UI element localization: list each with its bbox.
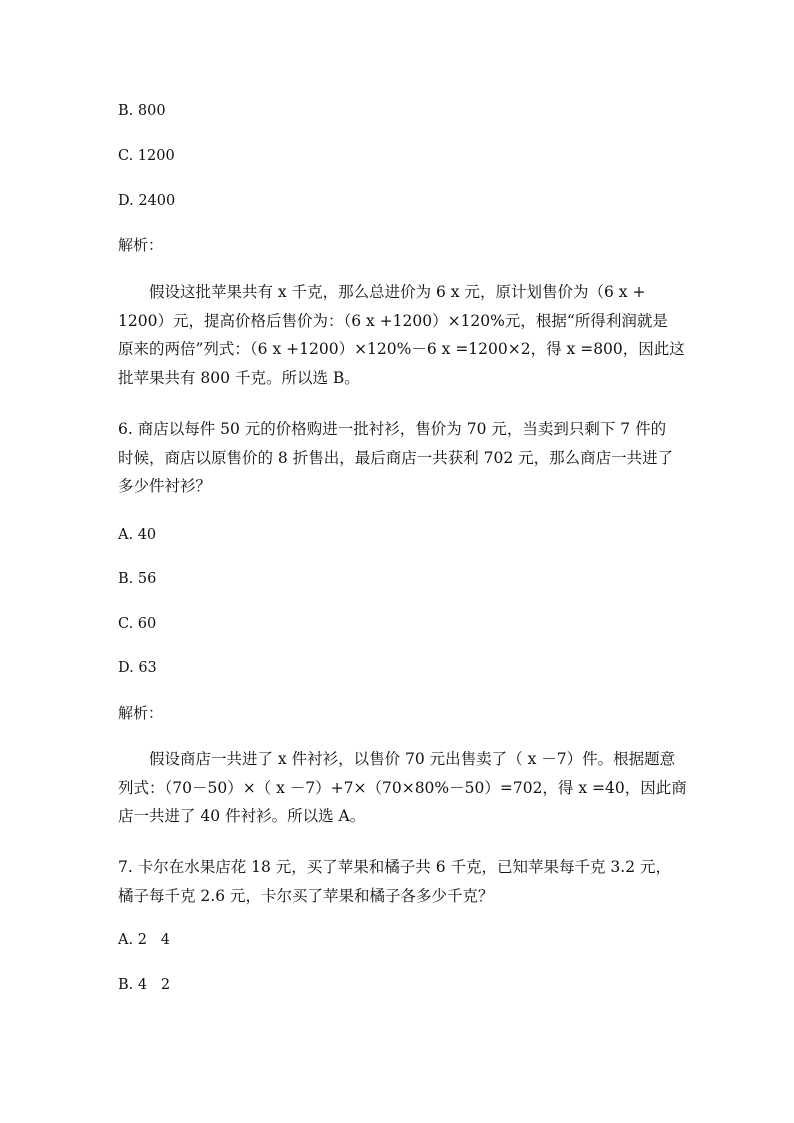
q6-analysis-label: 解析： [118, 704, 164, 722]
q6-option-d: D. 63 [118, 660, 157, 676]
q6-option-b: B. 56 [118, 571, 157, 587]
q5-analysis [118, 278, 685, 392]
q5-analysis-line: 假设这批苹果共有 x 千克，那么总进价为 6 x 元，原计划售价为（6 x + [149, 283, 646, 301]
q7-option-a: A. 2 4 [118, 932, 170, 948]
q7-option-b: B. 4 2 [118, 977, 171, 993]
q6-question-line: 多少件衬衫？ [118, 477, 212, 495]
q6-analysis-line: 列式：（70－50）×（ x －7）+7×（70×80%－50）=702，得 x =40，因此商 [118, 778, 687, 797]
q6-question-line: 时候，商店以原售价的 8 折售出，最后商店一共获利 702 元，那么商店一共进了 [118, 448, 674, 467]
q7-question [118, 853, 678, 910]
q6-option-c: C. 60 [118, 616, 157, 632]
q6-analysis-line: 店一共进了 40 件衬衫。所以选 A。 [118, 807, 366, 825]
q5-analysis-line: 1200）元，提高价格后售价为：（6 x +1200）×120%元，根据“所得利润就是 [118, 311, 668, 330]
q5-analysis-line: 批苹果共有 800 千克。所以选 B。 [118, 368, 360, 387]
q5-option-d: D. 2400 [118, 193, 176, 209]
q6-question [118, 415, 678, 501]
q7-question-line: 橘子每千克 2.6 元，卡尔买了苹果和橘子各多少千克？ [118, 886, 494, 905]
q5-analysis-label: 解析： [118, 236, 164, 254]
q6-analysis [118, 745, 687, 831]
q5-option-c: C. 1200 [118, 148, 175, 164]
q7-question-line: 7. 卡尔在水果店花 18 元，买了苹果和橘子共 6 千克，已知苹果每千克 3.2 元， [118, 858, 672, 876]
q6-option-a: A. 40 [118, 527, 157, 543]
q5-option-b: B. 800 [118, 103, 166, 119]
q6-question-line: 6. 商店以每件 50 元的价格购进一批衬衫，售价为 70 元，当卖到只剩下 7 件的 [118, 420, 667, 438]
q5-analysis-line: 原来的两倍”列式：（6 x +1200）×120%－6 x =1200×2，得 x =800，因此这 [118, 340, 685, 358]
q6-analysis-line: 假设商店一共进了 x 件衬衫，以售价 70 元出售卖了（ x －7）件。根据题意 [149, 750, 676, 768]
